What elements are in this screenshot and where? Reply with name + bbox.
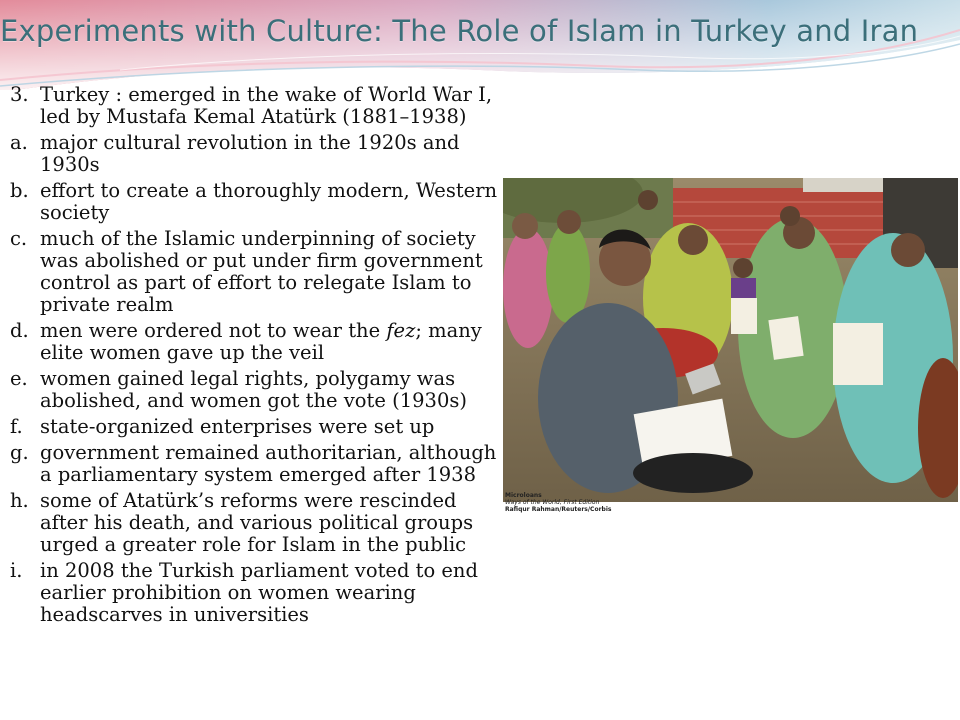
caption-credit: Rafiqur Rahman/Reuters/Corbis (505, 506, 612, 513)
list-marker: c. (10, 227, 28, 250)
microloans-photo-figure (503, 178, 958, 528)
list-marker: f. (10, 415, 23, 438)
list-text: women gained legal rights, polygamy was abolished, and women got the vote (1930s) (40, 367, 467, 412)
list-marker: 3. (10, 83, 29, 106)
list-text-part: ; many elite women gave up the veil (40, 319, 482, 364)
slide-content (10, 84, 502, 630)
list-item (10, 368, 502, 412)
list-marker: b. (10, 179, 29, 202)
list-text (40, 320, 502, 364)
list-text: effort to create a thoroughly modern, Western society (40, 179, 498, 224)
list-item (10, 320, 502, 364)
list-item (10, 180, 502, 224)
list-text: Turkey : emerged in the wake of World War I, led by Mustafa Kemal Atatürk (1881–1938) (40, 83, 493, 128)
fez-term: fez (386, 319, 416, 342)
list-marker: d. (10, 319, 29, 342)
list-text: major cultural revolution in the 1920s and 1930s (40, 131, 460, 176)
list-text: some of Atatürk’s reforms were rescinded after his death, and various political groups urged a greater role for Islam in the public (40, 489, 474, 556)
caption-source: Ways of the World, First Edition (505, 499, 600, 506)
caption-title: Microloans (505, 492, 542, 499)
list-item (10, 442, 502, 486)
slide-title: Experiments with Culture: The Role of Islam in Turkey and Iran (0, 14, 919, 48)
list-marker: g. (10, 441, 29, 464)
list-marker: h. (10, 489, 29, 512)
list-text: in 2008 the Turkish parliament voted to end earlier prohibition on women wearing headscarves in universities (40, 559, 478, 626)
list-item (10, 490, 502, 556)
list-text: state-organized enterprises were set up (40, 415, 435, 438)
microloans-photo (503, 178, 958, 502)
list-text-part: men were ordered not to wear the (40, 319, 387, 342)
list-item (10, 132, 502, 176)
photo-caption (505, 492, 611, 513)
list-item (10, 416, 502, 438)
list-marker: a. (10, 131, 28, 154)
list-marker: e. (10, 367, 28, 390)
list-text: much of the Islamic underpinning of society was abolished or put under firm government control as part of effort to relegate Islam to private realm (40, 227, 483, 316)
list-marker: i. (10, 559, 23, 582)
list-item (10, 228, 502, 316)
list-item (10, 84, 502, 128)
list-item (10, 560, 502, 626)
list-text: government remained authoritarian, although a parliamentary system emerged after 1938 (40, 441, 497, 486)
